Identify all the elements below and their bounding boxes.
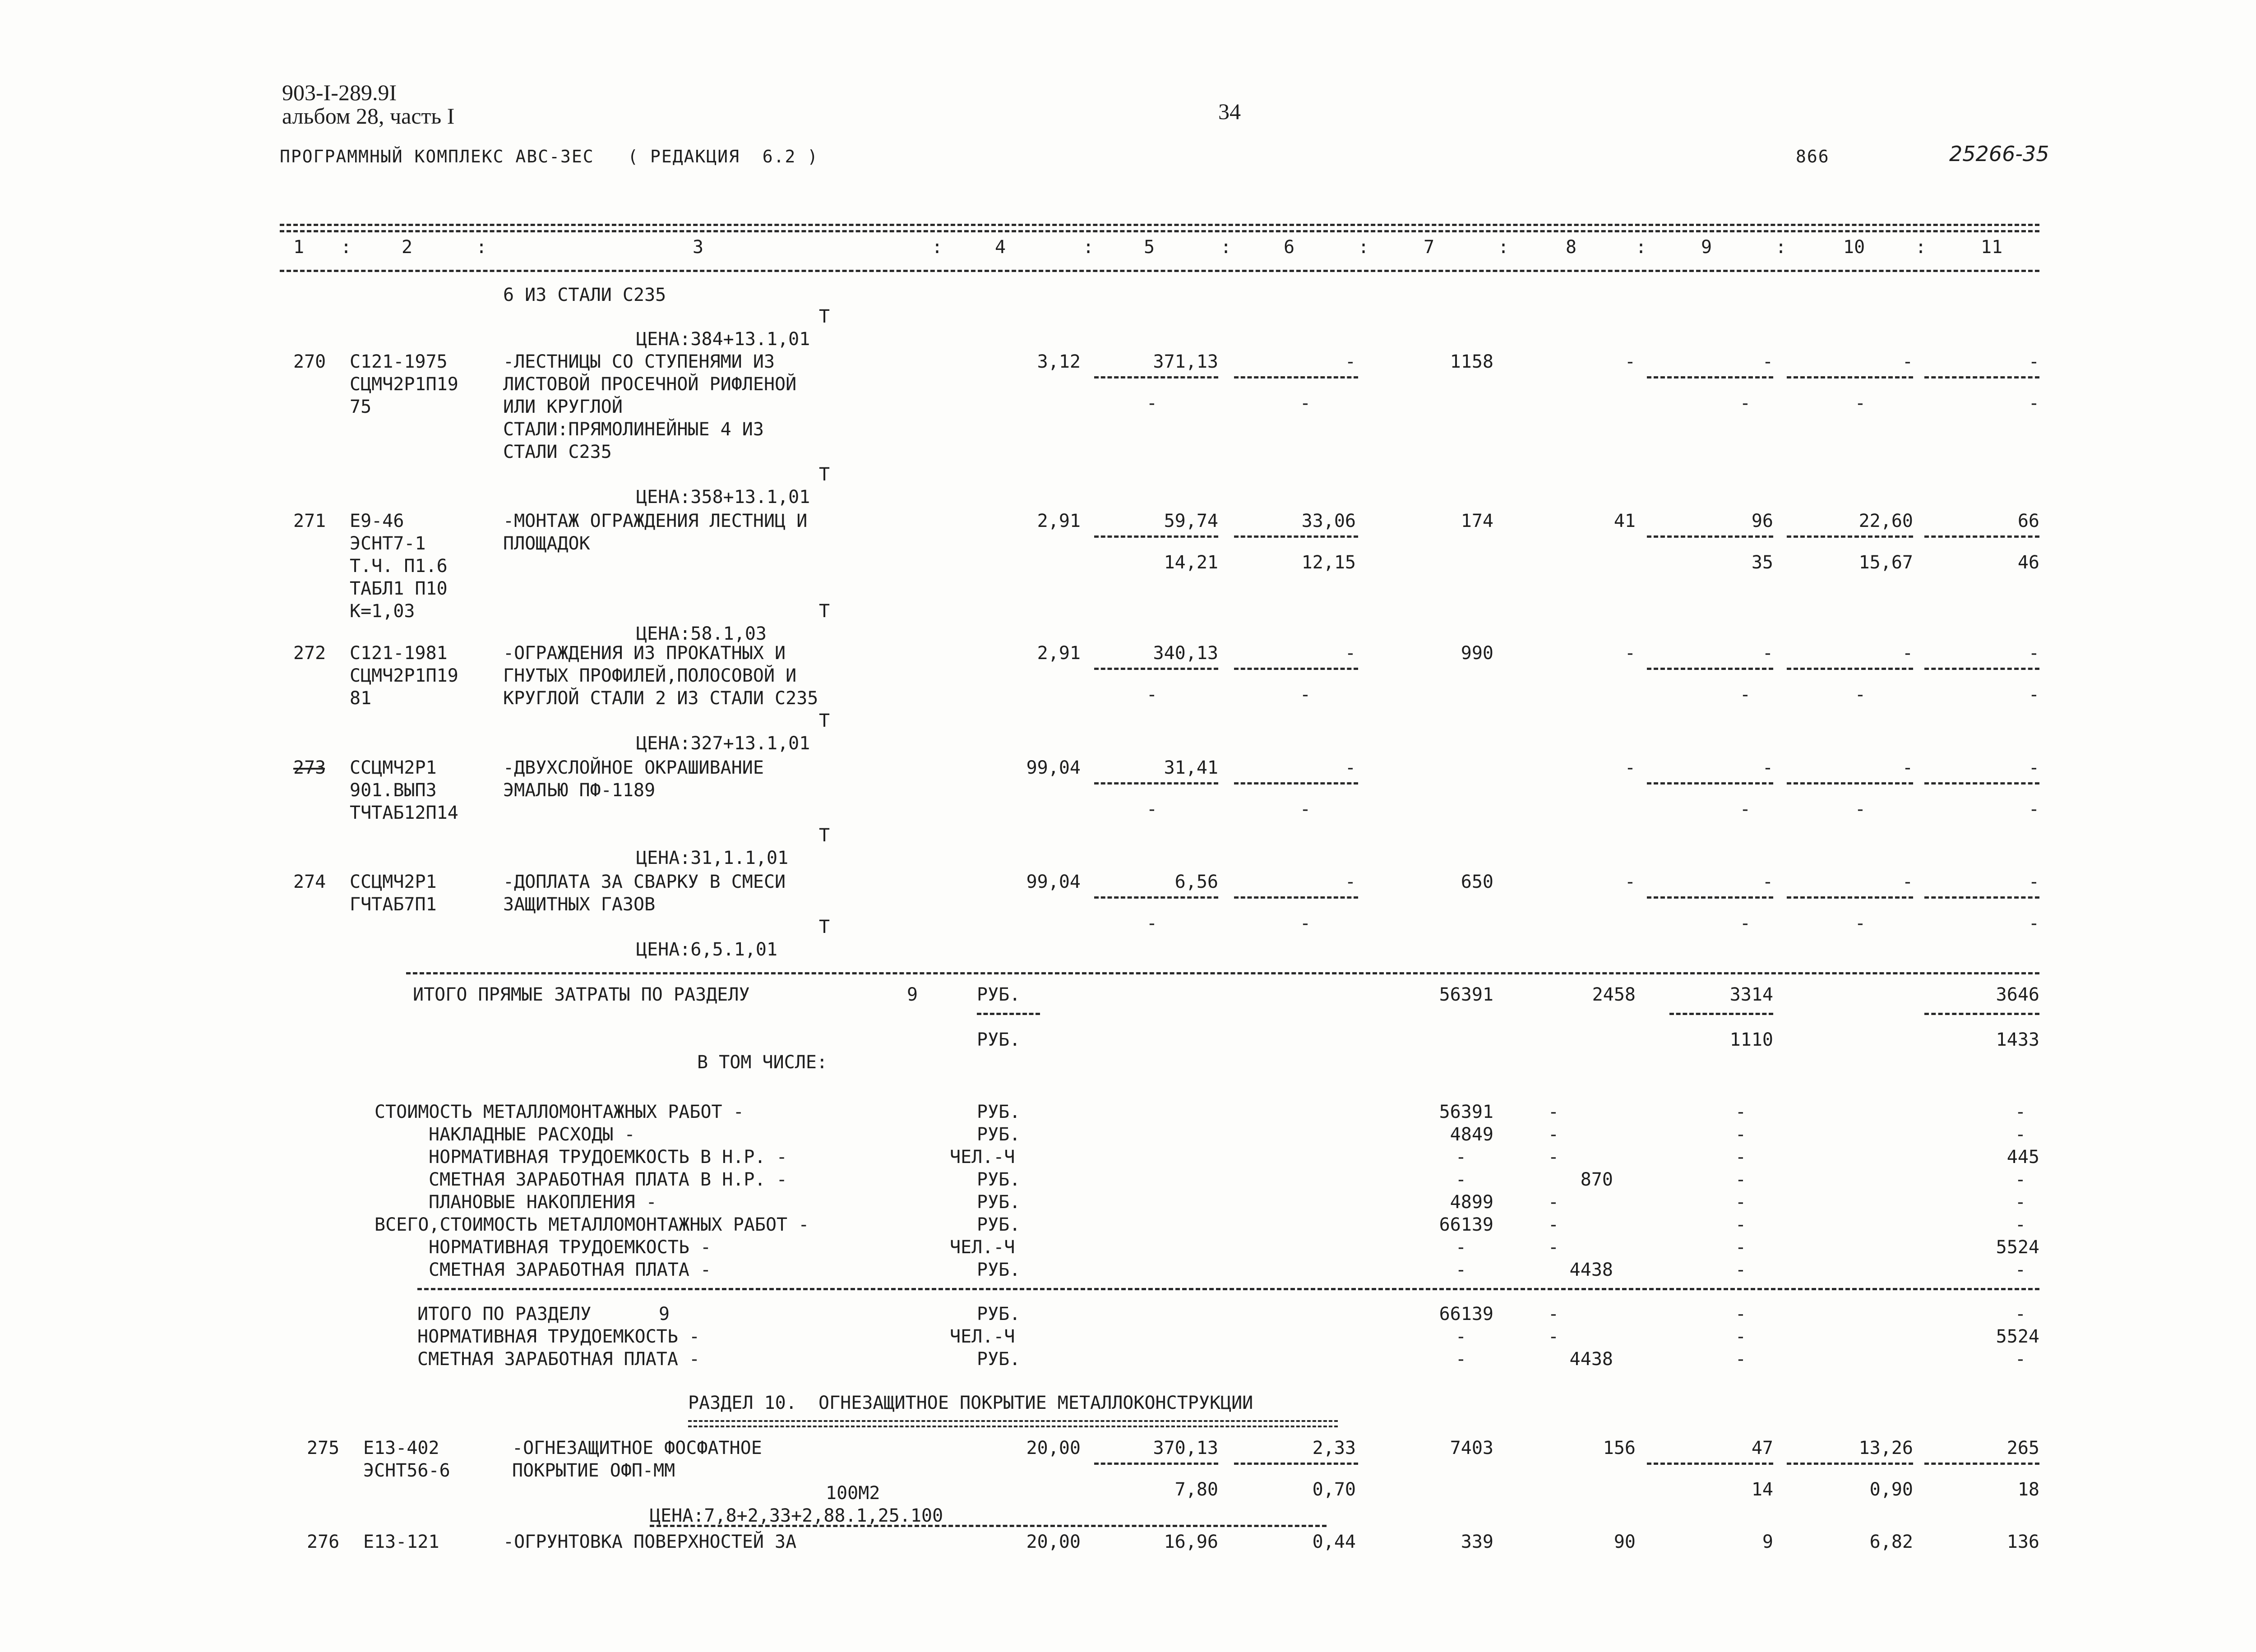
breakdown-unit: ЧЕЛ.-Ч [950, 1147, 1015, 1167]
rule-header-bottom [280, 270, 2039, 272]
sub-value-s10: - [1854, 393, 1866, 414]
breakdown-c11: - [2015, 1192, 2026, 1213]
doc-code: 903-I-289.9I [282, 80, 397, 105]
section-total-s11: 1433 [1996, 1029, 2039, 1050]
value-c5: 340,13 [1153, 643, 1218, 664]
row-number: 274 [293, 872, 326, 892]
value-c10: - [1902, 643, 1913, 664]
breakdown-c7: - [1455, 1169, 1466, 1190]
value-c10: - [1902, 351, 1913, 372]
sub-rule-c6 [1234, 782, 1358, 784]
row-desc: -ДВУХСЛОЙНОЕ ОКРАШИВАНИЕ [503, 757, 764, 778]
row-number: 271 [293, 511, 326, 531]
sub-rule-c5 [1094, 376, 1218, 378]
grand-total-c11: - [2015, 1349, 2026, 1370]
breakdown-unit: ЧЕЛ.-Ч [950, 1237, 1015, 1258]
grand-total-c11: 5524 [1996, 1326, 2039, 1347]
row-desc: ЛИСТОВОЙ ПРОСЕЧНОЙ РИФЛЕНОЙ [503, 374, 797, 395]
sub-rule-c5 [1094, 782, 1218, 784]
value-c7: 650 [1461, 872, 1493, 892]
breakdown-unit: РУБ. [977, 1260, 1021, 1280]
breakdown-c9: - [1735, 1260, 1746, 1280]
grand-total-c8: 4438 [1569, 1349, 1613, 1370]
breakdown-c9: - [1735, 1102, 1746, 1122]
sub-value-s5: - [1146, 393, 1157, 414]
value-c4: 3,12 [1037, 351, 1081, 372]
column-separator: : [1498, 237, 1509, 258]
sub-value-s6: - [1299, 393, 1311, 414]
section-total-c9: 3314 [1729, 984, 1773, 1005]
sub-rule-unit [977, 1013, 1040, 1015]
column-separator: : [1915, 237, 1927, 258]
value-c8: - [1624, 757, 1636, 778]
row-unit: Т [819, 917, 830, 937]
sub-rule-c11 [1924, 1013, 2039, 1015]
value-c5: 6,56 [1174, 872, 1218, 892]
value-c4: 99,04 [1026, 872, 1081, 892]
column-separator: : [1220, 237, 1232, 258]
sub-rule-c10 [1787, 668, 1913, 670]
breakdown-label: НАКЛАДНЫЕ РАСХОДЫ - [429, 1124, 635, 1145]
grand-total-c9: - [1735, 1349, 1746, 1370]
sub-value-s5: 7,80 [1174, 1479, 1218, 1500]
breakdown-c8: - [1548, 1147, 1559, 1167]
value-c11: 136 [2006, 1532, 2039, 1552]
column-number: 11 [1981, 237, 2003, 258]
row-unit: Т [819, 711, 830, 731]
sub-rule-c9 [1647, 1463, 1773, 1465]
breakdown-label: ПЛАНОВЫЕ НАКОПЛЕНИЯ - [429, 1192, 657, 1213]
sub-value-s11: 46 [2017, 552, 2039, 573]
value-c10: 22,60 [1858, 511, 1913, 531]
row-code: Т.Ч. П1.6 [350, 556, 448, 577]
breakdown-c7: - [1455, 1237, 1466, 1258]
breakdown-unit: РУБ. [977, 1192, 1021, 1213]
row-unit: Т [819, 825, 830, 846]
breakdown-c8: - [1548, 1124, 1559, 1145]
value-c9: 96 [1751, 511, 1773, 531]
row-price: ЦЕНА:6,5.1,01 [636, 939, 778, 960]
value-c6: - [1345, 351, 1356, 372]
row-code: С121-1981 [350, 643, 448, 664]
value-c8: 41 [1613, 511, 1636, 531]
row-desc: КРУГЛОЙ СТАЛИ 2 ИЗ СТАЛИ С235 [503, 688, 818, 709]
grand-total-unit: РУБ. [977, 1304, 1021, 1324]
value-c11: 265 [2006, 1438, 2039, 1458]
carry-over-price: ЦЕНА:384+13.1,01 [636, 329, 810, 350]
sub-rule-c10 [1787, 535, 1913, 538]
breakdown-c11: - [2015, 1260, 2026, 1280]
sub-value-s10: 0,90 [1869, 1479, 1913, 1500]
row-code: ЭСНТ56-6 [363, 1460, 450, 1481]
breakdown-c9: - [1735, 1147, 1746, 1167]
row-code: СЦМЧ2Р1П19 [350, 374, 458, 395]
sub-value-s5: - [1146, 799, 1157, 820]
grand-total-unit: РУБ. [977, 1349, 1021, 1370]
sub-value-s6: - [1299, 913, 1311, 934]
value-c11: - [2028, 757, 2039, 778]
value-c6: - [1345, 757, 1356, 778]
grand-total-c8: - [1548, 1326, 1559, 1347]
sub-rule-c5 [1094, 1463, 1218, 1465]
breakdown-c11: 5524 [1996, 1237, 2039, 1258]
column-separator: : [1358, 237, 1369, 258]
carry-over-unit: Т [819, 306, 830, 327]
row-desc: ПЛОЩАДОК [503, 533, 590, 554]
value-c6: 0,44 [1312, 1532, 1356, 1552]
breakdown-label: СМЕТНАЯ ЗАРАБОТНАЯ ПЛАТА В Н.Р. - [429, 1169, 787, 1190]
strike-mark [293, 768, 325, 770]
value-c4: 20,00 [1026, 1438, 1081, 1458]
sub-rule-c9 [1647, 896, 1773, 899]
sub-value-s6: 0,70 [1312, 1479, 1356, 1500]
column-separator: : [1083, 237, 1094, 258]
column-number: 5 [1144, 237, 1155, 258]
sub-value-s10: - [1854, 684, 1866, 705]
sub-value-s9: - [1739, 913, 1751, 934]
sub-rule-c6 [1234, 376, 1358, 378]
grand-total-c7: - [1455, 1349, 1466, 1370]
value-c9: 47 [1751, 1438, 1773, 1458]
value-c4: 99,04 [1026, 757, 1081, 778]
value-c8: - [1624, 872, 1636, 892]
section-total-label: ИТОГО ПРЯМЫЕ ЗАТРАТЫ ПО РАЗДЕЛУ [413, 984, 750, 1005]
row-desc: ГНУТЫХ ПРОФИЛЕЙ,ПОЛОСОВОЙ И [503, 665, 797, 686]
grand-total-c11: - [2015, 1304, 2026, 1324]
column-number: 9 [1701, 237, 1712, 258]
breakdown-unit: РУБ. [977, 1214, 1021, 1235]
sub-rule-c11 [1924, 376, 2039, 378]
row-unit: 100М2 [826, 1483, 880, 1504]
breakdown-label: НОРМАТИВНАЯ ТРУДОЕМКОСТЬ - [429, 1237, 712, 1258]
sub-value-s11: - [2028, 799, 2039, 820]
breakdown-c8: - [1548, 1237, 1559, 1258]
breakdown-c8: - [1548, 1102, 1559, 1122]
value-c10: - [1902, 757, 1913, 778]
column-number: 10 [1843, 237, 1865, 258]
sub-rule-c9 [1647, 668, 1773, 670]
sub-value-s11: - [2028, 684, 2039, 705]
breakdown-c7: 56391 [1439, 1102, 1493, 1122]
sub-value-s10: - [1854, 799, 1866, 820]
price-rule [650, 1525, 1327, 1527]
value-c6: - [1345, 872, 1356, 892]
value-c11: - [2028, 643, 2039, 664]
breakdown-unit: РУБ. [977, 1169, 1021, 1190]
breakdown-c8: 4438 [1569, 1260, 1613, 1280]
sub-value-s9: 35 [1751, 552, 1773, 573]
row-code: 75 [350, 397, 372, 417]
sub-rule-c10 [1787, 782, 1913, 784]
section-total-s9: 1110 [1729, 1029, 1773, 1050]
grand-total-c7: - [1455, 1326, 1466, 1347]
sub-value-s9: - [1739, 799, 1751, 820]
sub-rule-c9 [1647, 782, 1773, 784]
sub-value-s10: - [1854, 913, 1866, 934]
album-label: альбом 28, часть I [282, 103, 455, 129]
row-code: Е13-402 [363, 1438, 439, 1458]
sub-value-s6: - [1299, 799, 1311, 820]
column-number: 4 [995, 237, 1006, 258]
sub-rule-c9 [1669, 1013, 1773, 1015]
section-total-unit: РУБ. [977, 984, 1021, 1005]
breakdown-c11: 445 [2006, 1147, 2039, 1167]
sub-value-s9: 14 [1751, 1479, 1773, 1500]
sub-rule-c6 [1234, 1463, 1358, 1465]
row-desc: ЭМАЛЬЮ ПФ-1189 [503, 780, 656, 801]
row-price: ЦЕНА:358+13.1,01 [636, 487, 810, 508]
row-number: 272 [293, 643, 326, 664]
rule-grand-total [417, 1288, 2039, 1290]
sub-rule-c6 [1234, 668, 1358, 670]
column-number: 1 [293, 237, 305, 258]
breakdown-unit: РУБ. [977, 1102, 1021, 1122]
row-code: ЭСНТ7-1 [350, 533, 426, 554]
sub-rule-c6 [1234, 535, 1358, 538]
row-desc: -ОГРАЖДЕНИЯ ИЗ ПРОКАТНЫХ И [503, 643, 786, 664]
row-code: 901.ВЫП3 [350, 780, 437, 801]
breakdown-c8: 870 [1580, 1169, 1613, 1190]
breakdown-c7: 4899 [1450, 1192, 1493, 1213]
value-c8: 156 [1603, 1438, 1636, 1458]
breakdown-c9: - [1735, 1192, 1746, 1213]
grand-total-unit: ЧЕЛ.-Ч [950, 1326, 1015, 1347]
value-c8: 90 [1613, 1532, 1636, 1552]
row-desc: -ОГНЕЗАЩИТНОЕ ФОСФАТНОЕ [512, 1438, 762, 1458]
column-separator: : [341, 237, 352, 258]
value-c7: 339 [1461, 1532, 1493, 1552]
grand-total-label: ИТОГО ПО РАЗДЕЛУ [417, 1304, 592, 1324]
row-code: С121-1975 [350, 351, 448, 372]
sub-rule-c9 [1647, 376, 1773, 378]
section-total-c11: 3646 [1996, 984, 2039, 1005]
column-separator: : [476, 237, 487, 258]
value-c10: - [1902, 872, 1913, 892]
row-desc: СТАЛИ С235 [503, 442, 612, 462]
sub-rule-c11 [1924, 535, 2039, 538]
grand-total-c7: 66139 [1439, 1304, 1493, 1324]
column-number: 3 [693, 237, 704, 258]
row-price: ЦЕНА:58.1,03 [636, 623, 767, 644]
breakdown-c9: - [1735, 1237, 1746, 1258]
column-separator: : [932, 237, 943, 258]
grand-total-c8: - [1548, 1304, 1559, 1324]
breakdown-c7: 66139 [1439, 1214, 1493, 1235]
value-c11: - [2028, 351, 2039, 372]
breakdown-label: НОРМАТИВНАЯ ТРУДОЕМКОСТЬ В Н.Р. - [429, 1147, 787, 1167]
row-desc: СТАЛИ:ПРЯМОЛИНЕЙНЫЕ 4 ИЗ [503, 419, 764, 440]
breakdown-c8: - [1548, 1214, 1559, 1235]
column-number: 2 [402, 237, 413, 258]
rule-top-1 [280, 224, 2039, 226]
row-number: 270 [293, 351, 326, 372]
program-title: ПРОГРАММНЫЙ КОМПЛЕКС АВС-3ЕС ( РЕДАКЦИЯ 6.2 ) [280, 147, 819, 166]
value-c7: 7403 [1450, 1438, 1493, 1458]
row-price: ЦЕНА:327+13.1,01 [636, 733, 810, 754]
sub-rule-c11 [1924, 782, 2039, 784]
sub-rule-c5 [1094, 896, 1218, 899]
breakdown-c11: - [2015, 1124, 2026, 1145]
sub-value-s6: - [1299, 684, 1311, 705]
value-c8: - [1624, 351, 1636, 372]
row-number: 276 [307, 1532, 340, 1552]
value-c5: 59,74 [1164, 511, 1218, 531]
row-desc: -ЛЕСТНИЦЫ СО СТУПЕНЯМИ ИЗ [503, 351, 775, 372]
sub-value-s11: 18 [2017, 1479, 2039, 1500]
sub-value-s6: 12,15 [1301, 552, 1356, 573]
value-c7: 1158 [1450, 351, 1493, 372]
value-c5: 31,41 [1164, 757, 1218, 778]
value-c4: 20,00 [1026, 1532, 1081, 1552]
row-desc: -ДОПЛАТА ЗА СВАРКУ В СМЕСИ [503, 872, 786, 892]
value-c5: 16,96 [1164, 1532, 1218, 1552]
row-code: СЦМЧ2Р1П19 [350, 665, 458, 686]
row-code: ССЦМЧ2Р1 [350, 757, 437, 778]
section-total-c7: 56391 [1439, 984, 1493, 1005]
carry-over-desc: 6 ИЗ СТАЛИ С235 [503, 285, 666, 305]
sub-rule-c6 [1234, 896, 1358, 899]
code-866: 866 [1796, 147, 1830, 166]
value-c6: - [1345, 643, 1356, 664]
value-c4: 2,91 [1037, 511, 1081, 531]
grand-total-section: 9 [659, 1304, 670, 1324]
breakdown-c7: - [1455, 1260, 1466, 1280]
breakdown-label: ВСЕГО,СТОИМОСТЬ МЕТАЛЛОМОНТАЖНЫХ РАБОТ - [374, 1214, 809, 1235]
column-separator: : [1775, 237, 1787, 258]
sub-rule-c10 [1787, 896, 1913, 899]
grand-total-c9: - [1735, 1304, 1746, 1324]
sub-value-s11: - [2028, 393, 2039, 414]
breakdown-unit: РУБ. [977, 1124, 1021, 1145]
rule-section-total [406, 972, 2039, 974]
column-number: 7 [1424, 237, 1435, 258]
breakdown-c7: 4849 [1450, 1124, 1493, 1145]
section-total-c8: 2458 [1592, 984, 1636, 1005]
row-price: ЦЕНА:31,1.1,01 [636, 848, 789, 868]
row-desc: ИЛИ КРУГЛОЙ [503, 397, 623, 417]
row-desc: ЗАЩИТНЫХ ГАЗОВ [503, 894, 656, 915]
sub-rule-c5 [1094, 535, 1218, 538]
row-code: ССЦМЧ2Р1 [350, 872, 437, 892]
breakdown-label: СТОИМОСТЬ МЕТАЛЛОМОНТАЖНЫХ РАБОТ - [374, 1102, 744, 1122]
section-total-no: 9 [907, 984, 918, 1005]
section-total-unit2: РУБ. [977, 1029, 1021, 1050]
sub-rule-c10 [1787, 376, 1913, 378]
including-label: В ТОМ ЧИСЛЕ: [697, 1052, 828, 1073]
breakdown-c8: - [1548, 1192, 1559, 1213]
row-code: Е13-121 [363, 1532, 439, 1552]
breakdown-label: СМЕТНАЯ ЗАРАБОТНАЯ ПЛАТА - [429, 1260, 712, 1280]
sub-value-s5: 14,21 [1164, 552, 1218, 573]
value-c6: 2,33 [1312, 1438, 1356, 1458]
value-c8: - [1624, 643, 1636, 664]
value-c9: - [1762, 872, 1773, 892]
row-desc: -ОГРУНТОВКА ПОВЕРХНОСТЕЙ ЗА [503, 1532, 797, 1552]
sub-value-s9: - [1739, 684, 1751, 705]
row-unit: Т [819, 601, 830, 622]
value-c11: - [2028, 872, 2039, 892]
sub-value-s9: - [1739, 393, 1751, 414]
value-c10: 6,82 [1869, 1532, 1913, 1552]
sub-rule-c11 [1924, 668, 2039, 670]
value-c5: 370,13 [1153, 1438, 1218, 1458]
column-separator: : [1636, 237, 1647, 258]
sub-rule-c11 [1924, 1463, 2039, 1465]
breakdown-c11: - [2015, 1169, 2026, 1190]
page-number: 34 [1218, 99, 1241, 124]
grand-total-label: НОРМАТИВНАЯ ТРУДОЕМКОСТЬ - [417, 1326, 700, 1347]
sub-rule-c9 [1647, 535, 1773, 538]
code-25266: 25266-35 [1949, 142, 2049, 166]
breakdown-c9: - [1735, 1124, 1746, 1145]
value-c11: 66 [2017, 511, 2039, 531]
sub-value-s11: - [2028, 913, 2039, 934]
value-c9: - [1762, 351, 1773, 372]
section10-double-rule [688, 1420, 1338, 1427]
value-c5: 371,13 [1153, 351, 1218, 372]
grand-total-c9: - [1735, 1326, 1746, 1347]
sub-rule-c10 [1787, 1463, 1913, 1465]
breakdown-c11: - [2015, 1102, 2026, 1122]
value-c9: 9 [1762, 1532, 1773, 1552]
grand-total-label: СМЕТНАЯ ЗАРАБОТНАЯ ПЛАТА - [417, 1349, 700, 1370]
column-number: 8 [1566, 237, 1577, 258]
value-c7: 174 [1461, 511, 1493, 531]
value-c7: 990 [1461, 643, 1493, 664]
value-c10: 13,26 [1858, 1438, 1913, 1458]
breakdown-c7: - [1455, 1147, 1466, 1167]
sub-rule-c11 [1924, 896, 2039, 899]
breakdown-c9: - [1735, 1214, 1746, 1235]
row-number: 275 [307, 1438, 340, 1458]
row-unit: Т [819, 464, 830, 485]
value-c9: - [1762, 643, 1773, 664]
breakdown-c11: - [2015, 1214, 2026, 1235]
row-number: 273 [293, 757, 326, 778]
value-c6: 33,06 [1301, 511, 1356, 531]
row-code: ГЧТАБ7П1 [350, 894, 437, 915]
row-desc: ПОКРЫТИЕ ОФП-ММ [512, 1460, 675, 1481]
breakdown-c9: - [1735, 1169, 1746, 1190]
rule-top-2 [280, 230, 2039, 232]
row-desc: -МОНТАЖ ОГРАЖДЕНИЯ ЛЕСТНИЦ И [503, 511, 808, 531]
section10-title: РАЗДЕЛ 10. ОГНЕЗАЩИТНОЕ ПОКРЫТИЕ МЕТАЛЛОКОНСТРУКЦИИ [688, 1393, 1253, 1413]
row-code: К=1,03 [350, 601, 415, 622]
column-number: 6 [1284, 237, 1295, 258]
row-code: Е9-46 [350, 511, 404, 531]
sub-rule-c5 [1094, 668, 1218, 670]
row-price: ЦЕНА:7,8+2,33+2,88.1,25.100 [650, 1505, 943, 1526]
sub-value-s10: 15,67 [1858, 552, 1913, 573]
value-c9: - [1762, 757, 1773, 778]
row-code: ТЧТАБ12П14 [350, 803, 458, 823]
sub-value-s5: - [1146, 684, 1157, 705]
row-code: 81 [350, 688, 372, 709]
row-code: ТАБЛ1 П10 [350, 578, 448, 599]
sub-value-s5: - [1146, 913, 1157, 934]
value-c4: 2,91 [1037, 643, 1081, 664]
